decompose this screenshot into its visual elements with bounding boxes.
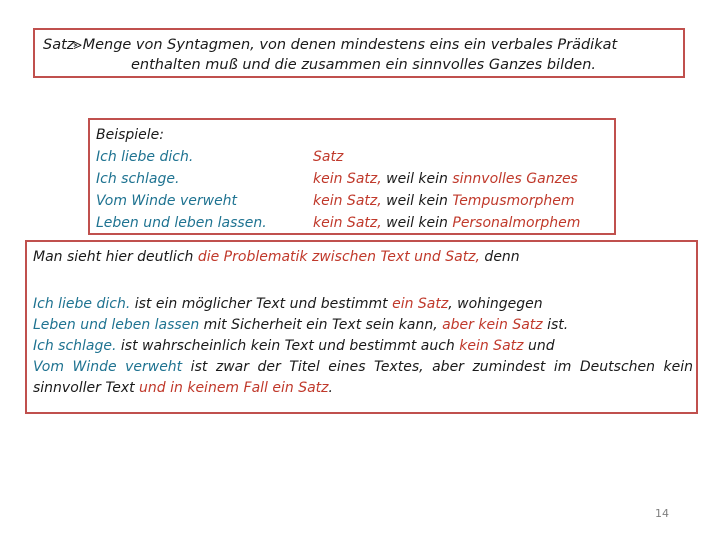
example-verdicts bbox=[313, 146, 580, 234]
definition-text-1: Menge von Syntagmen, von denen mindestens eins ein verbales Prädikat bbox=[82, 37, 618, 53]
verdict bbox=[313, 168, 580, 190]
example-sentence: Vom Winde verweht bbox=[96, 193, 238, 209]
text-span: aber kein Satz bbox=[442, 317, 543, 333]
text-span: mit Sicherheit ein Text sein kann, bbox=[199, 317, 443, 333]
text-span: Man sieht hier deutlich bbox=[33, 249, 198, 265]
verdict-label: kein Satz, bbox=[313, 193, 382, 209]
text-span: ist wahrscheinlich kein Text und bestimmt auch bbox=[116, 338, 460, 354]
page-number: 14 bbox=[655, 507, 669, 520]
text-span: sinnvoller Text bbox=[33, 380, 135, 396]
example-sentence: Leben und leben lassen. bbox=[96, 215, 267, 231]
text-span: und bbox=[523, 338, 555, 354]
text-span: und in keinem Fall ein Satz bbox=[134, 380, 329, 396]
text-span: denn bbox=[479, 249, 520, 265]
arrow-icon: ⪢ bbox=[73, 37, 82, 53]
text-span: ein Satz bbox=[392, 296, 449, 312]
verdict-reason: sinnvolles Ganzes bbox=[452, 171, 578, 187]
verdict: Satz bbox=[313, 149, 344, 165]
example-sentence: Ich schlage. bbox=[96, 171, 180, 187]
text-span: Ich schlage. bbox=[33, 338, 117, 354]
verdict-label: kein Satz, bbox=[313, 215, 382, 231]
verdict-label: kein Satz, bbox=[313, 171, 382, 187]
text-span: . bbox=[328, 380, 333, 396]
verdict-reason: Personalmorphem bbox=[452, 215, 581, 231]
verdict bbox=[313, 212, 580, 234]
text-span: die Problematik zwischen Text und Satz, bbox=[197, 249, 480, 265]
verdict bbox=[313, 190, 580, 212]
analysis-line bbox=[33, 336, 693, 357]
text-span: Ich liebe dich. bbox=[33, 296, 131, 312]
example-sentence: Ich liebe dich. bbox=[96, 149, 194, 165]
verdict-connector: weil kein bbox=[381, 215, 453, 231]
verdict-connector: weil kein bbox=[381, 171, 453, 187]
intro-paragraph bbox=[33, 247, 520, 268]
example-sentences bbox=[96, 124, 267, 234]
text-span: Vom Winde verweht bbox=[33, 359, 183, 375]
verdict-connector: weil kein bbox=[381, 193, 453, 209]
examples-box bbox=[88, 118, 616, 235]
text-span: ist zwar der Titel eines Textes, aber zumindest im Deutschen kein bbox=[182, 359, 694, 375]
explanation-box bbox=[25, 240, 698, 414]
analysis-line bbox=[33, 357, 693, 378]
analysis-line bbox=[33, 378, 693, 399]
examples-heading: Beispiele: bbox=[96, 127, 165, 143]
definition-term: Satz bbox=[43, 37, 75, 53]
text-span: ist ein möglicher Text und bestimmt bbox=[130, 296, 393, 312]
analysis-line bbox=[33, 294, 693, 315]
text-span: Leben und leben lassen bbox=[33, 317, 200, 333]
analysis-paragraph bbox=[33, 294, 693, 399]
analysis-line bbox=[33, 315, 693, 336]
text-span: kein Satz bbox=[459, 338, 524, 354]
text-span: , wohingegen bbox=[448, 296, 543, 312]
text-span: ist. bbox=[542, 317, 569, 333]
definition-box bbox=[33, 28, 685, 78]
verdict-reason: Tempusmorphem bbox=[452, 193, 575, 209]
definition-line-1 bbox=[43, 37, 617, 53]
definition-line-2: enthalten muß und die zusammen ein sinnvolles Ganzes bilden. bbox=[131, 57, 597, 73]
